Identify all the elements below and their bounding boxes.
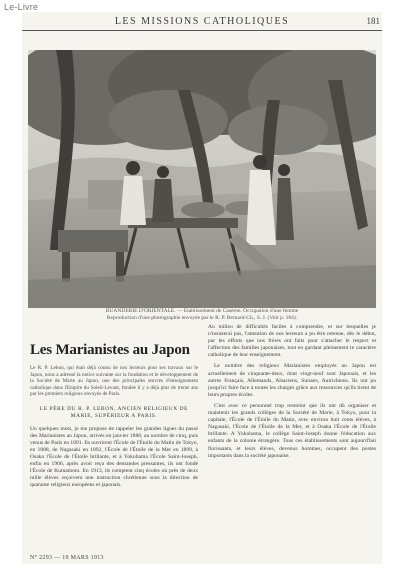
page-header [22,12,382,30]
photograph [28,50,376,308]
right-paragraph: Le nombre des religieux Marianistes employés au Japon est actuellement de cinquante-deux, dont vingt-neuf sont Japonais, et les autres Français, Allemands, Alsaciens, Suisses, Autrichiens. Ils ont pu jusqu'ici faire face à toutes les charges grâce aux ressources qu'ils tirent de leurs propres écoles. [208,363,376,398]
left-paragraph: Un quelques mots, je me propose de rappeler les grandes lignes du passé des Marianistes au Japon, arrivés en janvier 1888, au nombre de cinq, puis venus de Paris en 1891. Ils ouvrirent l'École de l'Étoile du Matin de Tokyo, en 1888, de Nagasaki en 1892, l'École de l'Étoile de la Mer en 1899, à Osaka l'École de l'Étoile brillante, et à Yokohama l'École Saint-Joseph, enfin en 1906, après avoir reçu des demandes pressantes, ils ont fondé l'École de Kumamoto. En 1913, ils comptent cinq écoles où près de deux mille élèves reçoivent une instruction chrétienne sous la direction de quarante religieux européens et japonais. [30,425,198,489]
right-paragraph: Au milieu de difficultés faciles à comprendre, et sur lesquelles je n'insisterai pas, l'attention de nos lecteurs a pu être retenue, dès le début, par les efforts que nos frères ont faits pour s'attacher le respect et l'affection des familles japonaises, tout en gardant pleinement le caractère catholique de leur enseignement. [208,324,376,359]
article-title: Les Marianistes au Japon [30,342,190,358]
photo-illustration [28,50,376,308]
document-page [22,12,382,564]
issue-footer: N° 2293 — 19 MARS 1913 [30,555,104,561]
header-rule [22,30,382,31]
photo-caption [28,308,376,322]
article-intro: Le R. P. Lebon, qui était déjà connu de nos lecteurs pour ses travaux sur le Japon, nous a adressé la notice suivante sur la fondation et le développement de la Société de Marie au Japon, une des principales œuvres d'enseignement catholique dans l'Empire du Soleil-Levant, fondée il y a déjà plus de trente ans par les premiers religieux envoyés de Paris. [30,365,198,398]
page-number: 181 [366,16,380,26]
right-paragraph: C'est avec ce personnel trop restreint que ils ont dû organiser et maintenir les grands collèges de la Société de Marie, à Tokyo, pour la capitale, l'École de l'Étoile du Matin, avec environ huit cents élèves, à Nagasaki, l'École de l'Étoile de la Mer, et à Osaka l'École de l'Étoile brillante. A Yokohama, le collège Saint-Joseph donne l'éducation aux enfants de la colonie étrangère. Tous ces établissements sont aujourd'hui florissants, et leurs élèves, devenus hommes, occupent des postes importants dans la société japonaise. [208,402,376,459]
left-column [30,342,198,489]
caption-line-2: Reproduction d'une photographie envoyée par le R. P. Bernard-Ch., S. J. (Voir p. 184). [106,315,298,321]
section-heading: LE PÈRE DU R. P. LEBON, ANCIEN RELIGIEUX DE MARIE, SUPÉRIEUR A PARIS. [39,405,189,419]
right-column [208,324,376,460]
site-watermark: Le-Livre [4,2,39,12]
journal-title: LES MISSIONS CATHOLIQUES [114,16,290,27]
caption-line-1: BUANDERIE D'ORIENTALE. — Etablissement de Caserne. Occupation d'une femme [105,308,299,314]
